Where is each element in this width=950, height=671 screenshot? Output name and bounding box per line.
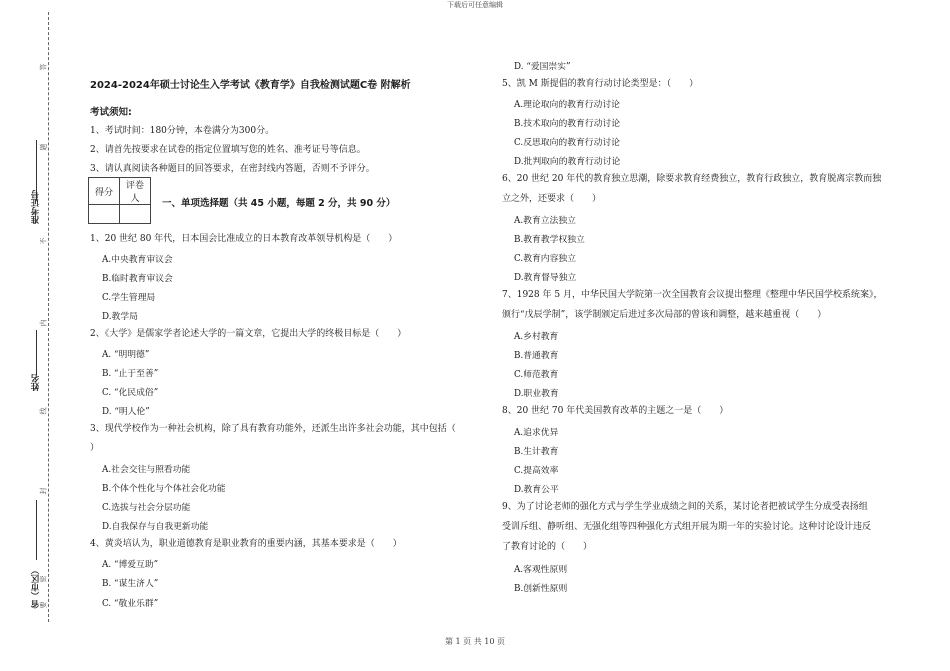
section-heading: 一、单项选择题（共 45 小题，每题 2 分，共 90 分）: [162, 198, 396, 209]
option: B.创新性原则: [514, 584, 568, 594]
binding-mark: 答: [39, 63, 48, 71]
binding-mark: 封: [39, 487, 48, 495]
grader-cell-label: 评卷人: [120, 178, 151, 205]
option: A.社会交往与照看功能: [102, 465, 191, 475]
option: D.批判取向的教育行动讨论: [514, 157, 621, 167]
option: B.个体个性化与个体社会化功能: [102, 484, 226, 494]
binding-mark: 内: [39, 319, 48, 327]
notice-item: 1、考试时间：180分钟，本卷满分为300分。: [90, 126, 275, 136]
binding-mark: 线: [39, 407, 48, 415]
option: C.教育内容独立: [514, 254, 576, 264]
option: B.临时教育审议会: [102, 274, 173, 284]
option: D.职业教育: [514, 389, 559, 399]
option: C.反思取向的教育行动讨论: [514, 138, 620, 148]
question-9-cont: 了教育讨论的（ ）: [502, 542, 593, 552]
binding-mark: 题: [39, 143, 48, 151]
option: A. “博爱互助”: [102, 560, 159, 570]
region-underline: [36, 500, 37, 560]
option: B.普通教育: [514, 351, 559, 361]
question-5: 5、凯 M 斯提倡的教育行动讨论类型是：（ ）: [502, 79, 699, 89]
option: A.教育立法独立: [514, 216, 576, 226]
option: C. “化民成俗”: [102, 388, 159, 398]
option: B.生计教育: [514, 447, 559, 457]
option: D.自我保存与自我更新功能: [102, 522, 209, 532]
option: D. “爱国崇实”: [514, 62, 571, 72]
binding-mark: 密: [39, 575, 48, 583]
option: A.客观性原则: [514, 565, 568, 575]
question-6: 6、20 世纪 20 年代的教育独立思潮，除要求教育经费独立，教育行政独立，教育脱离宗教而独: [502, 174, 882, 184]
option: A.中央教育审议会: [102, 255, 173, 265]
option: C.选拔与社会分层功能: [102, 503, 191, 513]
score-table: [88, 177, 151, 224]
option: D.教育督导独立: [514, 273, 577, 283]
question-7: 7、1928 年 5 月，中华民国大学院第一次全国教育会议提出整理《整理中华民国学校系统案》，: [502, 290, 883, 300]
option: B. “谋生济人”: [102, 579, 159, 589]
grader-cell-blank: [120, 205, 151, 224]
question-7-cont: 颁行“戊辰学制”，该学制颁定后进过多次局部的曾该和调整，越来越重视（ ）: [502, 310, 827, 320]
question-2: 2、《大学》是儒家学者论述大学的一篇文章，它提出大学的终极目标是（ ）: [90, 329, 407, 339]
question-3-cont: ）: [90, 443, 100, 453]
option: D. “明人伦”: [102, 407, 150, 417]
option: D.教育公平: [514, 485, 559, 495]
score-cell-label: 得分: [89, 178, 120, 205]
notice-item: 3、请认真阅读各种题目的回答要求，在密封线内答题，否则不予评分。: [90, 164, 375, 174]
option: B.技术取向的教育行动讨论: [514, 119, 621, 129]
question-6-cont: 立之外，还要求（ ）: [502, 194, 602, 204]
notice-item: 2、请首先按要求在试卷的指定位置填写您的姓名、准考证号等信息。: [90, 145, 366, 155]
name-label: 姓名: [31, 374, 41, 391]
option: A. “明明德”: [102, 350, 150, 360]
question-9: 9、为了讨论老师的强化方式与学生学业成绩之间的关系，某讨论者把被试学生分成受表扬组: [502, 502, 868, 512]
option: C.师范教育: [514, 370, 559, 380]
question-9-cont: 受训斥组、静听组、无强化组等四种强化方式组开展为期一年的实验讨论。这种讨论设计违反: [502, 522, 872, 532]
name-underline: [36, 330, 37, 375]
region-label: 省（市区）: [31, 566, 41, 609]
question-4: 4、黄炎培认为，职业道德教育是职业教育的重要内涵，其基本要求是（ ）: [90, 539, 402, 549]
question-8: 8、20 世纪 70 年代美国教育改革的主题之一是（ ）: [502, 406, 729, 416]
exam-number-label: 准考证号: [31, 190, 41, 224]
option: B. “止于至善”: [102, 369, 159, 379]
notice-heading: 考试须知:: [90, 107, 132, 118]
binding-dashed-line: [48, 12, 49, 622]
option: A.乡村教育: [514, 332, 559, 342]
option: D.教学局: [102, 312, 138, 322]
score-cell-blank: [89, 205, 120, 224]
option: A.追求优异: [514, 428, 559, 438]
question-3: 3、现代学校作为一种社会机构，除了具有教育功能外，还派生出许多社会功能，其中包括（: [90, 424, 456, 434]
binding-mark: 不: [39, 237, 48, 245]
page-footer: 第 1 页 共 10 页: [445, 637, 505, 646]
option: A.理论取向的教育行动讨论: [514, 100, 620, 110]
header-note: 下载后可任意编辑: [447, 1, 503, 9]
option: C. “敬业乐群”: [102, 599, 159, 609]
option: C.学生管理局: [102, 293, 156, 303]
binding-mark: 要: [39, 601, 48, 609]
option: B.教育教学权独立: [514, 235, 585, 245]
exam-title: 2024-2024年硕士讨论生入学考试《教育学》自我检测试题C卷 附解析: [90, 80, 411, 91]
option: C.提高效率: [514, 466, 559, 476]
question-1: 1、20 世纪 80 年代，日本国会比准成立的日本教育改革领导机构是（ ）: [90, 234, 398, 244]
